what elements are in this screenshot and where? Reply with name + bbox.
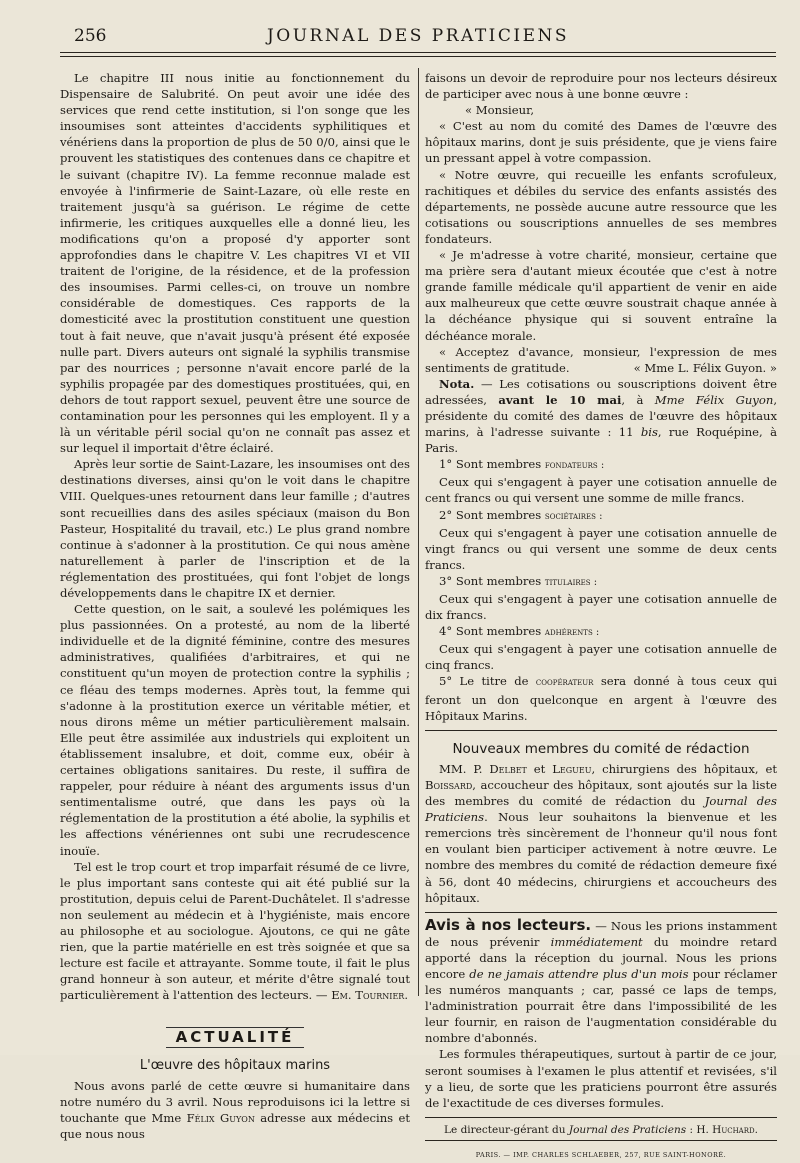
- review-conclusion-text: Tel est le trop court et trop imparfait résumé de ce livre, le plus important sans conteste qui ait été publié sur la prostitution, depuis celui de Parent-Duchâtelet. Il s'adresse non seulement au médecin et à l'hygiéniste, mais encore au philosophe et au sociologue. Ajoutons, ce qui ne gâte rien, que la partie matérielle en est très soignée et que sa lecture est facile et attrayante. Somme toute, il fait le plus grand honneur à son auteur, et mérite d'être signalé tout particulièrement à l'attention des lecteurs. —: [60, 859, 410, 1003]
- nm-name-legueu: Legueu: [552, 761, 592, 776]
- right-column: [425, 70, 777, 1163]
- avis-paragraph: [425, 917, 777, 1047]
- nouveaux-paragraph: [425, 761, 777, 906]
- member-class-5-text-b: sera donné à tous ceux qui feront un don quelconque en argent à l'œuvre des Hôpitaux Marins.: [425, 674, 778, 723]
- letter-lead: faisons un devoir de reproduire pour nos lecteurs désireux de participer avec nous à une bonne œuvre :: [425, 71, 777, 102]
- member-class-1-body: Ceux qui s'engagent à payer une cotisation annuelle de cent francs ou qui versent une somme de mille francs.: [425, 475, 777, 506]
- nm-name-boissard: Boissard: [425, 777, 473, 792]
- nota-name: Mme Félix Guyon: [654, 392, 774, 407]
- member-class-4-head: [425, 623, 777, 641]
- letter-salutation: « Monsieur,: [465, 103, 535, 118]
- column-divider: [418, 68, 419, 996]
- director-journal: Journal des Praticiens: [568, 1123, 687, 1136]
- oeuvre-intro: [60, 1078, 410, 1142]
- review-signature: Em. Tournier.: [331, 988, 409, 1003]
- review-paragraph-4: [60, 859, 410, 1004]
- letter-closing-text: « Acceptez d'avance, monsieur, l'expression de mes sentiments de gratitude.: [425, 344, 777, 375]
- member-class-3-label: 3° Sont membres: [439, 573, 542, 588]
- nm-name-delbet: Delbet: [489, 761, 527, 776]
- member-class-1-label: 1° Sont membres: [439, 457, 542, 472]
- nota-text-d: , rue Roquépine, à Paris.: [425, 425, 777, 456]
- nota-paragraph: [425, 376, 777, 456]
- director-line: [425, 1118, 777, 1140]
- avis-text-c: pour réclamer les numéros manquants ; car, passé ce laps de temps, l'administration pourrait être dans l'impossibilité de les leur fournir, en raison de l'augmentation considérable du nombre d'abonnés.: [425, 966, 778, 1046]
- nota-text-b: , à: [621, 392, 644, 407]
- left-column: [60, 70, 410, 1142]
- page-number: 256: [74, 26, 107, 46]
- oeuvre-intro-name: Félix Guyon: [186, 1110, 255, 1125]
- member-class-3-type: titulaires :: [544, 576, 598, 588]
- member-class-5-text-a: 5° Le titre de: [439, 674, 529, 689]
- nm-text-a: MM. P.: [439, 761, 483, 776]
- page-header: [60, 24, 776, 50]
- member-class-2-type: sociétaires :: [544, 510, 603, 522]
- footer-rule-bottom: [425, 1140, 777, 1141]
- nouveaux-section: [425, 730, 777, 906]
- member-class-5: [425, 673, 777, 723]
- avis-text-b: du moindre retard apporté dans la réception du journal. Nous les prions encore: [425, 934, 778, 981]
- oeuvre-heading: L'œuvre des hôpitaux marins: [139, 1057, 331, 1073]
- member-class-3-head: [425, 573, 777, 591]
- oeuvre-intro-text: Nous avons parlé de cette œuvre si humanitaire dans notre numéro du 3 avril. Nous reproduisons ici la lettre si touchante que Mme: [60, 1078, 410, 1125]
- letter-paragraph-1: « C'est au nom du comité des Dames de l'œuvre des hôpitaux marins, dont je suis présidente, que je viens faire un pressant appel à votre compassion.: [425, 119, 777, 166]
- actualite-heading: ACTUALITÉ: [166, 1027, 305, 1047]
- formules-paragraph: Les formules thérapeutiques, surtout à partir de ce jour, seront soumises à l'examen le plus attentif et revisées, s'il y a lieu, de sorte que les praticiens pourront être assurés de l'exactitude de ces diverses formules.: [425, 1047, 777, 1110]
- nota-text-a: — Les cotisations ou souscriptions doivent être adressées,: [425, 376, 777, 407]
- member-class-2-head: [425, 507, 777, 525]
- member-class-4-type: adhérents :: [544, 627, 600, 639]
- director-text: Le directeur-gérant du: [444, 1123, 566, 1136]
- letter-signature: « Mme L. Félix Guyon. »: [633, 360, 777, 375]
- member-class-1-type: fondateurs :: [544, 460, 605, 472]
- member-class-3-body: Ceux qui s'engagent à payer une cotisation annuelle de dix francs.: [425, 592, 777, 623]
- nota-bis: bis: [640, 425, 658, 440]
- member-class-2-body: Ceux qui s'engagent à payer une cotisation annuelle de vingt francs ou qui versent une somme de deux cents francs.: [425, 525, 777, 572]
- nm-text-c: , chirurgiens des hôpitaux, et: [591, 761, 778, 776]
- member-class-4-label: 4° Sont membres: [439, 624, 542, 639]
- avis-section: [425, 912, 777, 1111]
- nota-text-c: , présidente du comité des dames de l'œuvre des hôpitaux marins, à l'adresse suivante : 11: [425, 392, 777, 440]
- actualite-heading-wrap: [60, 1027, 410, 1047]
- header-rule-thin: [60, 56, 776, 57]
- oeuvre-intro-end: adresse aux médecins et que nous nous: [60, 1110, 411, 1141]
- printer-imprint: PARIS. — IMP. CHARLES SCHLAEBER, 257, RUE SAINT-HONORÉ.: [475, 1150, 727, 1159]
- nm-text-b: et: [533, 761, 546, 776]
- avis-text-a: — Nous les prions instamment de nous prévenir: [425, 918, 777, 949]
- director-name: : H. Huchard.: [689, 1123, 758, 1136]
- review-paragraph-2: Après leur sortie de Saint-Lazare, les insoumises ont des destinations diverses, ainsi qu'on le voit dans le chapitre VIII. Quelques-unes retournent dans leur famille ; d'autres sont recueillies dans des asiles spéciaux (maison du Bon Pasteur, Hospitalité du travail, etc.) Le plus grand nombre continue à s'adonner à la prostitution. Ce qui nous amène naturellement à parler de l'inscription et de la réglementation des prostituées, qui font l'objet de longs développements dans le chapitre IX et dernier.: [60, 457, 410, 600]
- member-class-1-head: [425, 456, 777, 474]
- nm-journal: Journal des Praticiens: [425, 794, 777, 825]
- header-rule: [60, 52, 776, 53]
- member-class-4-body: Ceux qui s'engagent à payer une cotisation annuelle de cinq francs.: [425, 642, 777, 673]
- nm-text-e: . Nous leur souhaitons la bienvenue et les remercions très sincèrement de l'honneur qu'il nous font en voulant bien participer activement à notre œuvre. Le nombre des membres du comité de rédaction demeure fixé à 56, dont 40 médecins, chirurgiens et accoucheurs des hôpitaux.: [425, 810, 777, 905]
- member-class-5-title: coopérateur: [535, 677, 594, 689]
- nm-text-d: , accoucheur des hôpitaux, sont ajoutés sur la liste des membres du comité de rédaction du: [425, 777, 777, 809]
- letter-paragraph-3: « Je m'adresse à votre charité, monsieur, certaine que ma prière sera d'autant mieux écoutée que c'est à notre grande famille médicale qu'il appartient de venir en aide aux malheureux que cette œuvre soustrait chaque année à la déchéance physique qui si souvent entraîne la déchéance morale.: [425, 248, 777, 343]
- nota-deadline: avant le 10 mai: [498, 392, 622, 407]
- review-paragraph-1: Le chapitre III nous initie au fonctionnement du Dispensaire de Salubrité. On peut avoir une idée des services que rend cette institution, si l'on songe que les insoumises sont atteintes d'accidents syphilitiques et vénériens dans la proportion de plus de 50 0/0, ainsi que le prouvent les statistiques des contenues dans ce chapitre et le suivant (chapitre IV). La femme reconnue malade est envoyée à l'infirmerie de Saint-Lazare, où elle reste en traitement jusqu'à sa guérison. Le régime de cette infirmerie, les critiques auxquelles elle a donné lieu, les modifications qu'on a proposé d'y apporter sont approfondies dans le chapitre V. Les chapitres VI et VII traitent de l'origine, de la résidence, et de la profession des insoumises. Parmi celles-ci, on trouve un nombre considérable de domestiques. Ces rapports de la domesticité avec la prostitution constituent une question tout à fait neuve, que n'avait jusqu'à présent été exposée nulle part. Divers auteurs ont signalé la syphilis transmise par des nourrices ; personne n'avait encore parlé de la syphilis propagée par des domestiques prostituées, qui, en dehors de tout rapport sexuel, peuvent être une source de contamination pour les personnes qui les employent. Il y a là un véritable péril social qu'on ne connaît pas assez et sur lequel il importait d'être éclairé.: [60, 71, 410, 456]
- letter-paragraph-2: « Notre œuvre, qui recueille les enfants scrofuleux, rachitiques et débiles du service des enfants assistés des départements, ne possède aucune autre ressource que les cotisations ou souscriptions annuelles de ses membres fondateurs.: [425, 167, 777, 246]
- journal-running-title: JOURNAL DES PRATICIENS: [266, 26, 570, 46]
- nouveaux-heading: Nouveaux membres du comité de rédaction: [452, 740, 750, 757]
- member-class-2-label: 2° Sont membres: [439, 507, 542, 522]
- nota-label: Nota.: [439, 376, 475, 391]
- avis-never-wait: de ne jamais attendre plus d'un mois: [469, 966, 689, 981]
- letter-closing: [425, 344, 777, 376]
- avis-heading: Avis à nos lecteurs.: [425, 915, 592, 934]
- avis-immediately: immédiatement: [550, 934, 643, 949]
- review-paragraph-3: Cette question, on le sait, a soulevé les polémiques les plus passionnées. On a protesté, au nom de la liberté individuelle et de la dignité féminine, contre des mesures administratives, qualifiées d'arbitraires, et qui ne constituent qu'un moyen de protection contre la syphilis ; ce fléau des temps modernes. Après tout, la femme qui s'adonne à la prostitution exerce un véritable métier, et nous dirons même un métier particulièrement malsain. Elle peut être assimilée aux industriels qui exploitent un établissement insalubre, et doit, comme eux, obéir à certaines obligations sanitaires. Du reste, il suffira de rappeler, pour réduire à néant des arguments issus d'un sentimentalisme outré, que dans les pays où la réglementation de la prostitution a été abolie, la syphilis et les affections vénériennes ont subi une recrudescence inouïe.: [60, 602, 410, 858]
